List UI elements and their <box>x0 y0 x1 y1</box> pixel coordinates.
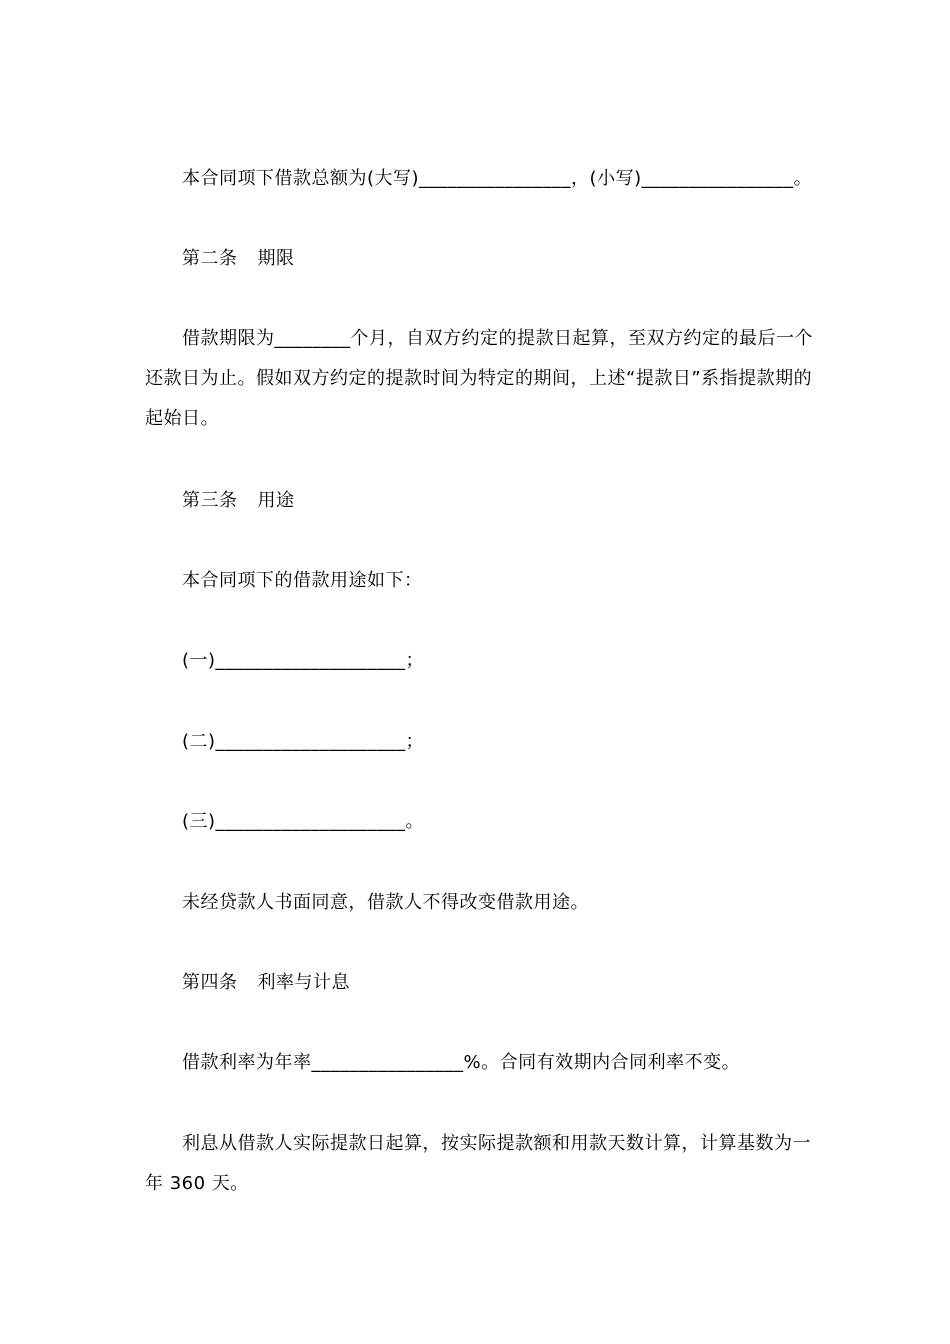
article-2-number: 第二条 <box>182 248 238 269</box>
purpose-restriction-paragraph: 未经贷款人书面同意，借款人不得改变借款用途。 <box>182 892 589 913</box>
article-3-number: 第三条 <box>182 490 238 511</box>
article-3-title: 用途 <box>257 490 295 511</box>
purpose-item-2: (二)____________________； <box>182 731 425 752</box>
article-2-heading <box>145 239 815 279</box>
article-4-title: 利率与计息 <box>257 972 350 993</box>
purpose-item-3: (三)____________________。 <box>182 811 425 832</box>
loan-amount-paragraph: 本合同项下借款总额为(大写)________________，(小写)________________。 <box>182 168 813 189</box>
article-4-heading <box>145 963 815 1003</box>
loan-term-paragraph: 借款期限为________个月，自双方约定的提款日起算，至双方约定的最后一个还款日为止。假如双方约定的提款时间为特定的期间，上述“提款日”系指提款期的起始日。 <box>145 328 813 429</box>
loan-purpose-intro: 本合同项下的借款用途如下： <box>182 570 423 591</box>
interest-rate-paragraph: 借款利率为年率________________%。合同有效期内合同利率不变。 <box>182 1052 741 1073</box>
article-3-heading <box>145 481 815 521</box>
article-4-number: 第四条 <box>182 972 238 993</box>
article-2-title: 期限 <box>257 248 295 269</box>
purpose-item-1: (一)____________________； <box>182 650 425 671</box>
interest-calculation-paragraph: 利息从借款人实际提款日起算，按实际提款额和用款天数计算，计算基数为一年 360 天。 <box>145 1133 811 1194</box>
